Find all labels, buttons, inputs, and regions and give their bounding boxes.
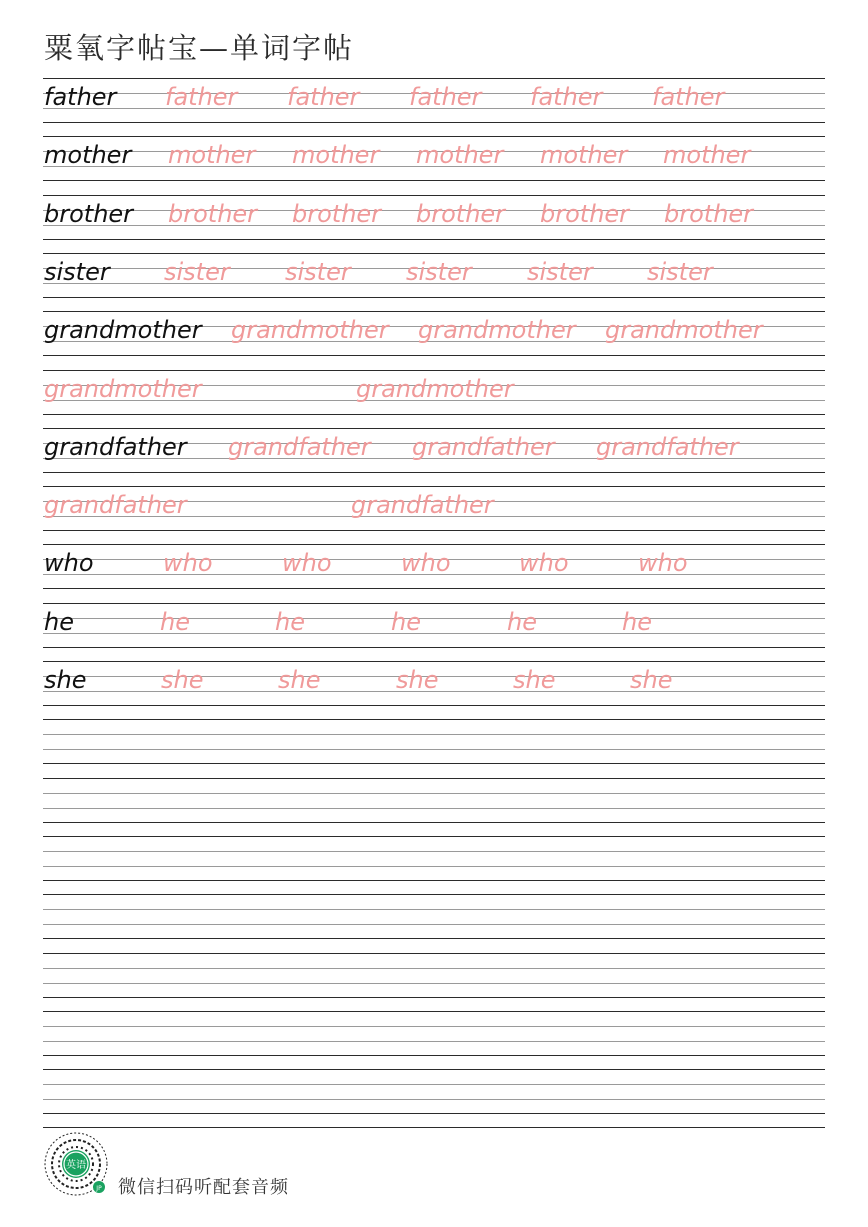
ruled-line bbox=[43, 428, 825, 429]
trace-word: grandfather bbox=[44, 491, 187, 520]
ruled-line bbox=[43, 749, 825, 750]
ruled-line bbox=[43, 1113, 825, 1114]
ruled-line bbox=[43, 195, 825, 196]
trace-word: he bbox=[622, 607, 652, 636]
trace-word: grandfather bbox=[351, 491, 494, 520]
ruled-line bbox=[43, 370, 825, 371]
qr-code-icon bbox=[40, 1128, 112, 1200]
trace-word: mother bbox=[292, 141, 380, 170]
trace-word: brother bbox=[416, 199, 506, 228]
ruled-line bbox=[43, 472, 825, 473]
trace-word: father bbox=[530, 83, 603, 111]
ruled-line bbox=[43, 647, 825, 648]
trace-word: father bbox=[652, 83, 725, 111]
ruled-line bbox=[43, 909, 825, 910]
trace-word: she bbox=[513, 666, 556, 694]
trace-word: grandmother bbox=[418, 316, 576, 345]
trace-word: he bbox=[160, 607, 190, 636]
ruled-line bbox=[43, 297, 825, 298]
ruled-line bbox=[43, 355, 825, 356]
trace-word: grandmother bbox=[605, 316, 763, 345]
trace-word: mother bbox=[540, 141, 628, 170]
model-word: brother bbox=[44, 199, 134, 228]
ruled-line bbox=[43, 530, 825, 531]
trace-word: mother bbox=[663, 141, 751, 170]
ruled-line bbox=[43, 1041, 825, 1042]
ruled-line bbox=[43, 414, 825, 415]
model-word: father bbox=[44, 83, 117, 111]
ruled-line bbox=[43, 486, 825, 487]
trace-word: grandmother bbox=[356, 374, 514, 403]
ruled-line bbox=[43, 924, 825, 925]
ruled-line bbox=[43, 793, 825, 794]
ruled-line bbox=[43, 239, 825, 240]
trace-word: grandfather bbox=[228, 432, 371, 461]
trace-word: father bbox=[409, 83, 482, 111]
trace-word: who bbox=[638, 549, 688, 578]
ruled-line bbox=[43, 808, 825, 809]
ruled-line bbox=[43, 778, 825, 779]
ruled-line bbox=[43, 734, 825, 735]
ruled-line bbox=[43, 253, 825, 254]
trace-word: he bbox=[275, 607, 305, 636]
trace-word: she bbox=[161, 666, 204, 694]
model-word: sister bbox=[44, 257, 110, 286]
trace-word: brother bbox=[168, 199, 258, 228]
ruled-line bbox=[43, 880, 825, 881]
ruled-line bbox=[43, 1084, 825, 1085]
footer bbox=[40, 1128, 360, 1200]
model-word: grandmother bbox=[44, 316, 202, 345]
ruled-line bbox=[43, 136, 825, 137]
trace-word: who bbox=[282, 549, 332, 578]
model-word: mother bbox=[44, 141, 132, 170]
trace-word: he bbox=[391, 607, 421, 636]
trace-word: mother bbox=[416, 141, 504, 170]
ruled-line bbox=[43, 894, 825, 895]
ruled-line bbox=[43, 719, 825, 720]
ruled-line bbox=[43, 78, 825, 79]
ruled-line bbox=[43, 180, 825, 181]
model-word: grandfather bbox=[44, 432, 187, 461]
qr-mini-text: JP bbox=[96, 1185, 102, 1192]
ruled-line bbox=[43, 851, 825, 852]
trace-word: brother bbox=[540, 199, 630, 228]
trace-word: grandmother bbox=[231, 316, 389, 345]
trace-word: sister bbox=[647, 257, 713, 286]
trace-word: grandfather bbox=[596, 432, 739, 461]
trace-word: sister bbox=[164, 257, 230, 286]
ruled-line bbox=[43, 938, 825, 939]
trace-word: father bbox=[165, 83, 238, 111]
trace-word: sister bbox=[406, 257, 472, 286]
model-word: who bbox=[44, 549, 94, 578]
ruled-line bbox=[43, 953, 825, 954]
trace-word: brother bbox=[292, 199, 382, 228]
trace-word: who bbox=[401, 549, 451, 578]
ruled-line bbox=[43, 588, 825, 589]
ruled-line bbox=[43, 705, 825, 706]
ruled-line bbox=[43, 311, 825, 312]
trace-word: she bbox=[630, 666, 673, 694]
ruled-line bbox=[43, 1055, 825, 1056]
ruled-line bbox=[43, 603, 825, 604]
model-word: he bbox=[44, 607, 74, 636]
scan-instruction: 微信扫码听配套音频 bbox=[118, 1177, 289, 1198]
ruled-line bbox=[43, 822, 825, 823]
model-word: she bbox=[44, 666, 87, 694]
ruled-line bbox=[43, 1026, 825, 1027]
ruled-line bbox=[43, 661, 825, 662]
ruled-line bbox=[43, 866, 825, 867]
trace-word: she bbox=[278, 666, 321, 694]
ruled-line bbox=[43, 1011, 825, 1012]
ruled-line bbox=[43, 968, 825, 969]
trace-word: who bbox=[163, 549, 213, 578]
ruled-line bbox=[43, 983, 825, 984]
trace-word: grandmother bbox=[44, 374, 202, 403]
qr-badge-text: 英语 bbox=[66, 1160, 86, 1171]
trace-word: he bbox=[507, 607, 537, 636]
trace-word: grandfather bbox=[412, 432, 555, 461]
trace-word: sister bbox=[285, 257, 351, 286]
trace-word: brother bbox=[664, 199, 754, 228]
ruled-line bbox=[43, 836, 825, 837]
ruled-line bbox=[43, 763, 825, 764]
ruled-line bbox=[43, 997, 825, 998]
ruled-line bbox=[43, 1069, 825, 1070]
trace-word: sister bbox=[527, 257, 593, 286]
page-title: 粟氧字帖宝—单词字帖 bbox=[44, 31, 355, 65]
ruled-line bbox=[43, 544, 825, 545]
trace-word: she bbox=[396, 666, 439, 694]
trace-word: who bbox=[519, 549, 569, 578]
ruled-line bbox=[43, 122, 825, 123]
trace-word: father bbox=[287, 83, 360, 111]
trace-word: mother bbox=[168, 141, 256, 170]
ruled-line bbox=[43, 1099, 825, 1100]
